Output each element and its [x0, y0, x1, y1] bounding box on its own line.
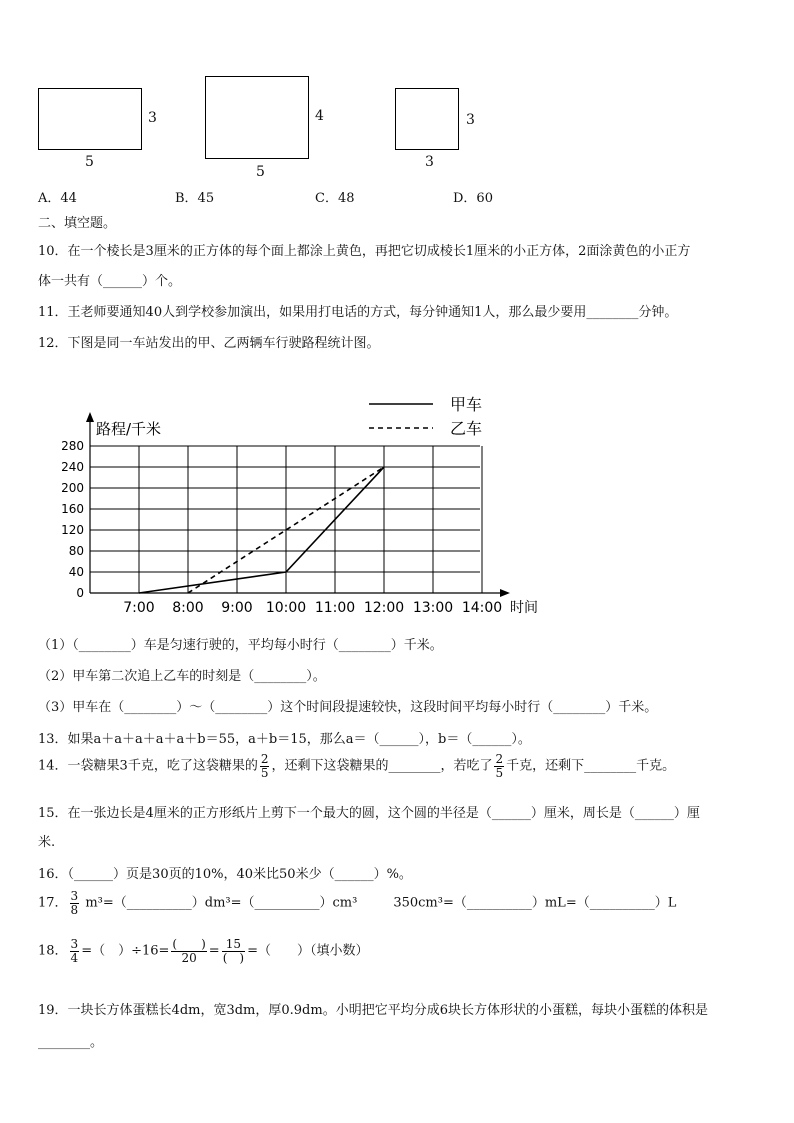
question-10-line2: 体一共有（______）个。 [38, 274, 182, 289]
question-19-line1: 19．一块长方体蛋糕长4dm，宽3dm，厚0.9dm。小明把它平均分成6块长方体形状的小蛋糕，每块小蛋糕的体积是 [38, 1003, 708, 1018]
y-tick-label-160: 160 [61, 502, 84, 516]
question-19-line2: ________。 [38, 1035, 104, 1050]
question-15-line1: 15．在一张边长是4厘米的正方形纸片上剪下一个最大的圆，这个圆的半径是（______）厘米，周长是（______）厘 [38, 806, 700, 821]
question-12: 12．下图是同一车站发出的甲、乙两辆车行驶路程统计图。 [38, 336, 380, 351]
x-axis-label: 时间 [510, 600, 538, 616]
x-tick-label-2: 9:00 [221, 600, 253, 616]
legend-label-2: 乙车 [450, 419, 483, 438]
question-13: 13．如果a＋a＋a＋a＋a＋b＝55，a＋b＝15，那么a＝（______），b＝（______）。 [38, 732, 531, 747]
x-tick-label-4: 11:00 [314, 600, 356, 616]
question-12-sub2: （2）甲车第二次追上乙车的时刻是（________）。 [38, 669, 326, 684]
x-tick-label-5: 12:00 [363, 600, 405, 616]
chart-labels [61, 420, 538, 616]
y-tick-label-0: 0 [76, 586, 84, 600]
y-tick-label-200: 200 [61, 481, 84, 495]
option-c: C．48 [315, 191, 355, 206]
x-tick-label-6: 13:00 [412, 600, 454, 616]
y-tick-label-80: 80 [68, 544, 84, 558]
question-15-line2: 米. [38, 835, 56, 850]
rect2-side-label: 4 [315, 108, 324, 124]
y-tick-label-240: 240 [61, 460, 84, 474]
fraction-three-eighths: $\frac{3}{8}$ [70, 889, 79, 917]
fraction-two-fifths: $\frac{2}{5}$ [260, 752, 269, 780]
question-12-sub3: （3）甲车在（________）～（________）这个时间段提速较快，这段时间平均每小时行（________）千米。 [38, 700, 658, 715]
question-17: 17． $\frac{3}{8}$ m³=（__________）dm³=（__________）cm³ 350cm³=（__________）mL=（__________）L [38, 889, 677, 917]
question-12-sub1: （1）（________）车是匀速行驶的，平均每小时行（________）千米。 [38, 638, 443, 653]
question-16: 16．（______）页是30页的10%，40米比50米少（______）%。 [38, 867, 412, 882]
option-b: B．45 [175, 191, 215, 206]
y-axis-arrow [86, 412, 94, 422]
question-14: 14．一袋糖果3千克，吃了这袋糖果的 $\frac{2}{5}$ ，还剩下这袋糖果的________，若吃了 $\frac{2}{5}$ 千克，还剩下________千克。 [38, 752, 676, 780]
fraction-15-over-blank: $\frac{15}{( )}$ [222, 937, 245, 965]
chart-legend [369, 395, 482, 438]
rect1-side-label: 3 [148, 110, 157, 126]
fraction-two-fifths-2: $\frac{2}{5}$ [495, 752, 504, 780]
legend-label-1: 甲车 [450, 395, 483, 414]
rect3-bottom-label: 3 [425, 154, 434, 170]
y-tick-label-280: 280 [61, 439, 84, 453]
y-tick-label-120: 120 [61, 523, 84, 537]
y-tick-label-40: 40 [68, 565, 84, 579]
chart-grid [86, 412, 510, 597]
y-axis-label: 路程/千米 [96, 420, 162, 438]
section-heading: 二、填空题。 [38, 216, 117, 231]
rect2-bottom-label: 5 [256, 164, 265, 180]
question-10-line1: 10．在一个棱长是3厘米的正方体的每个面上都涂上黄色，再把它切成棱长1厘米的小正方体，2面涂黄色的小正方 [38, 244, 691, 259]
fraction-three-quarters: $\frac{3}{4}$ [70, 937, 79, 965]
x-tick-label-3: 10:00 [265, 600, 307, 616]
x-tick-label-0: 7:00 [123, 600, 155, 616]
rect1-bottom-label: 5 [85, 154, 94, 170]
option-a: A．44 [38, 191, 77, 206]
x-axis-arrow [500, 589, 510, 597]
question-11: 11．王老师要通知40人到学校参加演出，如果用打电话的方式，每分钟通知1人，那么最少要用________分钟。 [38, 305, 678, 320]
question-18: 18． $\frac{3}{4}$ =（ ）÷16= $\frac{( )}{20}$ = $\frac{15}{( )}$ =（ ）（填小数） [38, 937, 369, 965]
x-tick-label-7: 14:00 [461, 600, 503, 616]
option-d: D．60 [453, 191, 493, 206]
fraction-blank-over-20: $\frac{( )}{20}$ [172, 937, 206, 965]
x-tick-label-1: 8:00 [172, 600, 204, 616]
rect3-side-label: 3 [466, 112, 475, 128]
